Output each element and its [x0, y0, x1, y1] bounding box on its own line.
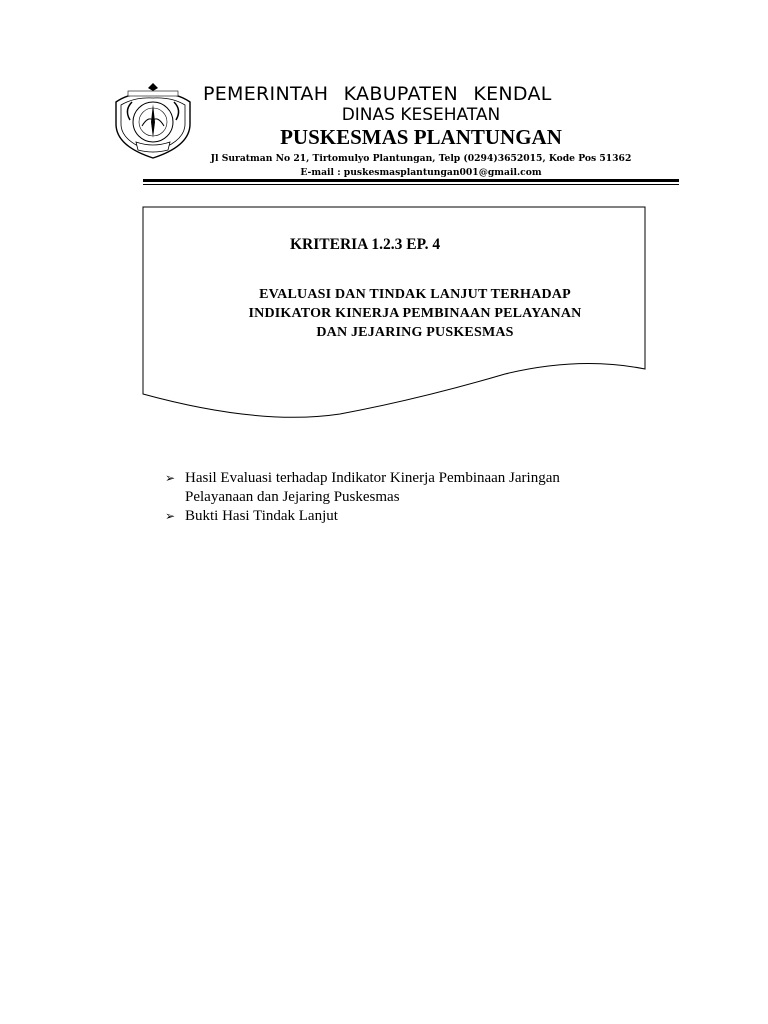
criteria-heading: KRITERIA 1.2.3 EP. 4 [290, 236, 441, 253]
letterhead-divider-thick [143, 179, 679, 182]
list-item-line: Bukti Hasi Tindak Lanjut [185, 508, 338, 524]
list-item-line: Pelayanaan dan Jejaring Puskesmas [185, 489, 400, 505]
list-item-text [185, 469, 645, 507]
arrowhead-bullet-icon: ➢ [165, 509, 176, 523]
list-item [165, 469, 645, 507]
letterhead-email: E-mail : puskesmasplantungan001@gmail.com [300, 167, 542, 178]
letterhead-divider-thin [143, 184, 679, 185]
letterhead-address: Jl Suratman No 21, Tirtomulyo Plantungan, Telp (0294)3652015, Kode Pos 51362 [210, 153, 632, 164]
letterhead-department: DINAS KESEHATAN [341, 105, 501, 125]
evaluation-title [190, 285, 640, 342]
list-item-text [185, 507, 645, 526]
letterhead-government: PEMERINTAH KABUPATEN KENDAL [203, 83, 552, 105]
kendal-regency-seal-icon [110, 80, 196, 160]
evaluation-title-line: INDIKATOR KINERJA PEMBINAAN PELAYANAN [248, 306, 582, 321]
evaluation-title-line: DAN JEJARING PUSKESMAS [316, 325, 514, 340]
list-item [165, 507, 645, 526]
evaluation-title-line: EVALUASI DAN TINDAK LANJUT TERHADAP [259, 287, 571, 302]
evidence-list [165, 469, 645, 526]
letterhead-institution: PUSKESMAS PLANTUNGAN [280, 125, 562, 149]
arrowhead-bullet-icon: ➢ [165, 471, 176, 485]
list-item-line: Hasil Evaluasi terhadap Indikator Kinerja Pembinaan Jaringan [185, 470, 560, 486]
